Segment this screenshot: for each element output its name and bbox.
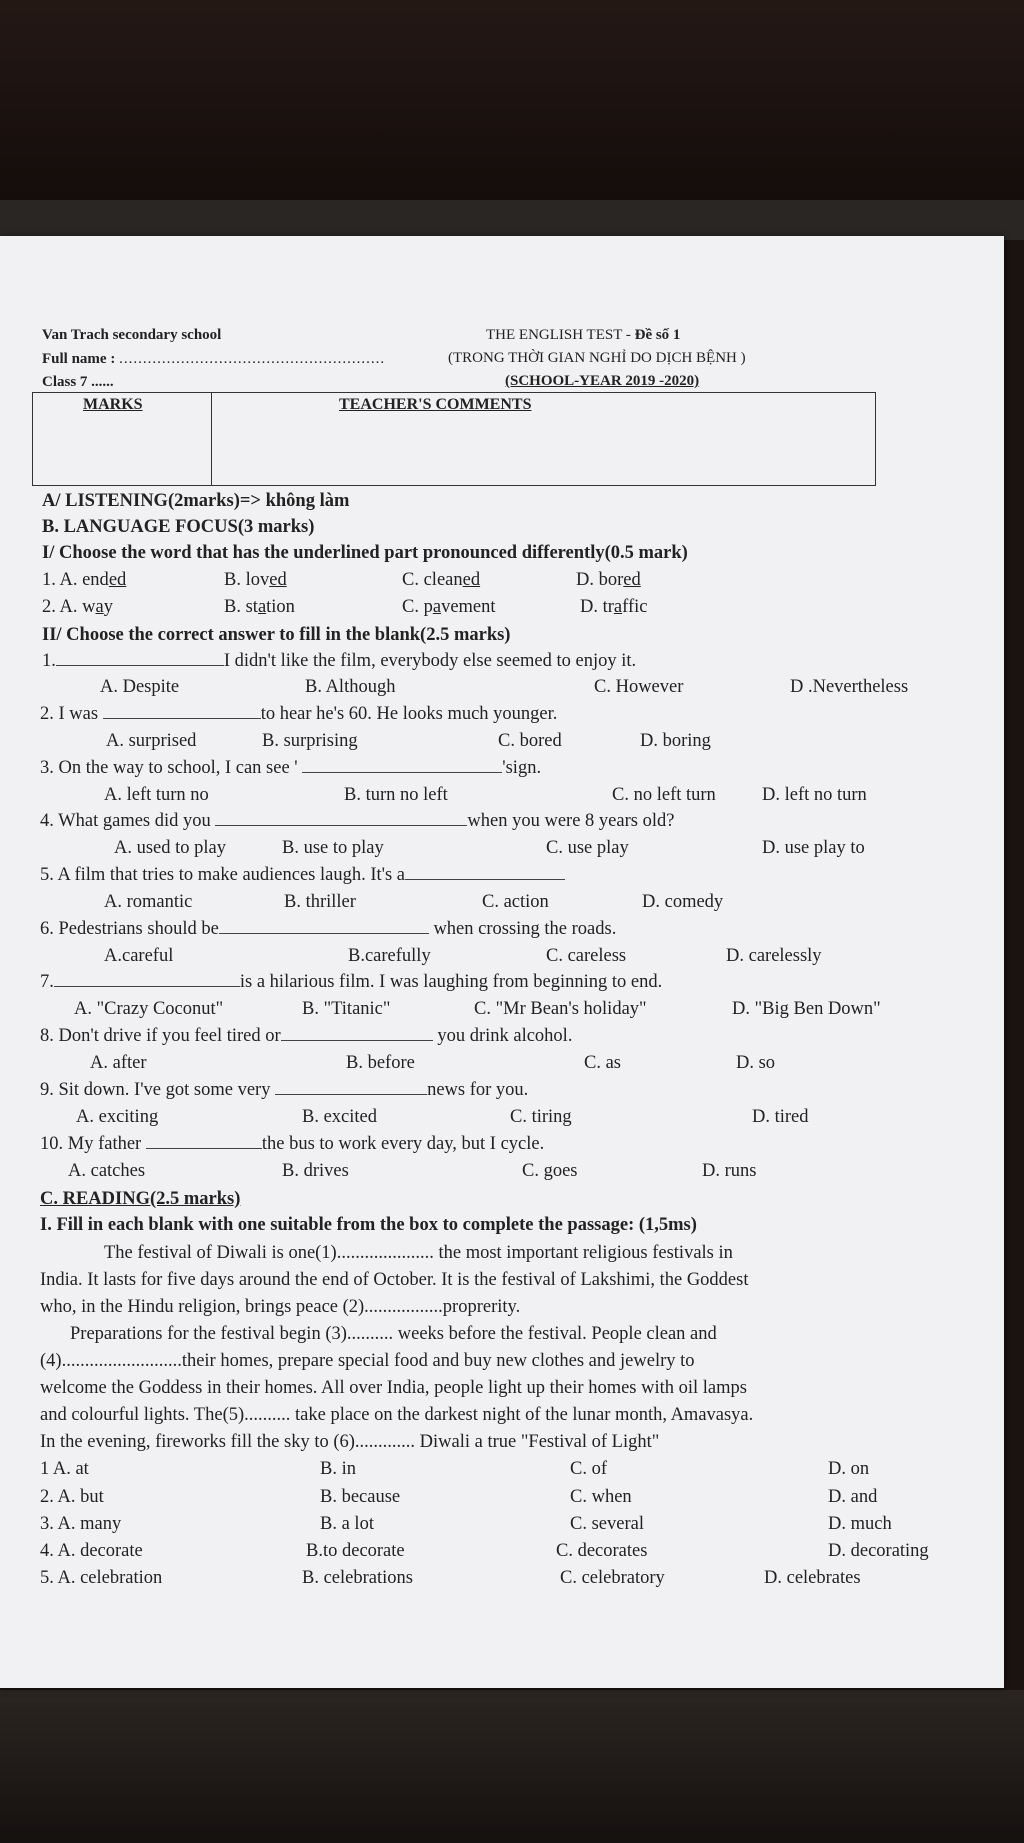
test-title-line <box>486 324 680 346</box>
option-c: C. bored <box>498 731 562 751</box>
option-b: B. use to play <box>282 838 384 858</box>
option-d: D. runs <box>702 1161 757 1181</box>
full-name-dots: ........................................................ <box>119 351 386 367</box>
question-stem: 10. My father the bus to work every day, but I cycle. <box>40 1134 545 1154</box>
reading-option-c: C. celebratory <box>560 1568 665 1588</box>
option-b: B. Although <box>305 677 396 697</box>
reading-option-b: B.to decorate <box>306 1541 405 1561</box>
option-c: C. goes <box>522 1161 578 1181</box>
passage-line: who, in the Hindu religion, brings peace (2).................proprerity. <box>40 1297 521 1317</box>
passage-line: In the evening, fireworks fill the sky to (6)............. Diwali a true "Festival of Light" <box>40 1432 660 1452</box>
option-c: C. However <box>594 677 684 697</box>
background-bottom <box>0 1690 1024 1843</box>
background-top <box>0 0 1024 200</box>
question-number: 2. <box>42 597 56 617</box>
option-a: A. "Crazy Coconut" <box>74 999 224 1019</box>
test-number: Đề số 1 <box>634 327 681 343</box>
question-stem: 7. is a hilarious film. I was laughing from beginning to end. <box>40 972 663 992</box>
option-c: C. action <box>482 892 549 912</box>
reading-option-a: 5. A. celebration <box>40 1568 163 1588</box>
option-a: A. catches <box>68 1161 146 1181</box>
option-d: D. carelessly <box>726 946 822 966</box>
option-c: C. cleaned <box>402 570 481 590</box>
full-name-line <box>42 348 385 370</box>
option-c: C. as <box>584 1053 621 1073</box>
marks-table <box>32 392 876 486</box>
option-d: D .Nevertheless <box>790 677 909 697</box>
option-a: A. way <box>59 597 113 617</box>
passage-line: The festival of Diwali is one(1)..................... the most important religious festivals in <box>104 1243 733 1263</box>
option-b: B. "Titanic" <box>302 999 391 1019</box>
question-stem: 6. Pedestrians should be when crossing the roads. <box>40 919 617 939</box>
test-title: THE ENGLISH TEST - <box>486 327 631 343</box>
reading-option-b: B. celebrations <box>302 1568 413 1588</box>
reading-option-a: 2. A. but <box>40 1487 104 1507</box>
option-c: C. use play <box>546 838 629 858</box>
option-a: A. Despite <box>100 677 180 697</box>
question-stem: 2. I was to hear he's 60. He looks much younger. <box>40 704 558 724</box>
option-c: C. no left turn <box>612 785 716 805</box>
option-b: B. loved <box>224 570 287 590</box>
reading-title: I. Fill in each blank with one suitable from the box to complete the passage: (1,5ms) <box>40 1215 697 1235</box>
option-c: C. "Mr Bean's holiday" <box>474 999 647 1019</box>
option-a: A. ended <box>59 570 127 590</box>
passage-line: (4)..........................their homes, prepare special food and buy new clothes and jewelry to <box>40 1351 695 1371</box>
option-c: C. pavement <box>402 597 496 617</box>
option-b: B. thriller <box>284 892 356 912</box>
reading-option-d: D. and <box>828 1487 878 1507</box>
reading-option-d: D. decorating <box>828 1541 929 1561</box>
teacher-comments-header: TEACHER'S COMMENTS <box>339 396 532 413</box>
section-c-reading: C. READING(2.5 marks) <box>40 1189 241 1209</box>
option-c: C. tiring <box>510 1107 572 1127</box>
part1-row <box>42 569 126 591</box>
option-d: D. boring <box>640 731 711 751</box>
question-stem: 3. On the way to school, I can see ' 'sign. <box>40 758 542 778</box>
reading-option-a: 4. A. decorate <box>40 1541 143 1561</box>
section-b-language-focus: B. LANGUAGE FOCUS(3 marks) <box>42 517 315 537</box>
passage-line: Preparations for the festival begin (3).......... weeks before the festival. People clean and <box>70 1324 717 1344</box>
class-label: Class 7 ...... <box>42 374 114 390</box>
reading-option-c: C. decorates <box>556 1541 648 1561</box>
option-b: B. turn no left <box>344 785 448 805</box>
school-name: Van Trach secondary school <box>42 327 222 343</box>
question-number: 1. <box>42 570 56 590</box>
option-d: D. so <box>736 1053 776 1073</box>
question-stem: 9. Sit down. I've got some very news for you. <box>40 1080 529 1100</box>
option-d: D. comedy <box>642 892 724 912</box>
option-a: A. after <box>90 1053 147 1073</box>
option-d: D. left no turn <box>762 785 867 805</box>
option-b: B. surprising <box>262 731 358 751</box>
option-d: D. bored <box>576 570 641 590</box>
background-band <box>0 200 1024 240</box>
option-c: C. careless <box>546 946 627 966</box>
reading-option-b: B. because <box>320 1487 401 1507</box>
option-a: A. romantic <box>104 892 193 912</box>
option-d: D. "Big Ben Down" <box>732 999 881 1019</box>
reading-option-d: D. much <box>828 1514 892 1534</box>
reading-option-d: D. celebrates <box>764 1568 861 1588</box>
option-b: B. drives <box>282 1161 349 1181</box>
reading-option-b: B. a lot <box>320 1514 374 1534</box>
option-a: A. surprised <box>106 731 197 751</box>
marks-header: MARKS <box>83 396 143 413</box>
question-stem: 5. A film that tries to make audiences laugh. It's a <box>40 864 565 886</box>
passage-line: welcome the Goddess in their homes. All over India, people light up their homes with oil lamps <box>40 1378 747 1398</box>
part1-row <box>42 596 113 618</box>
option-d: D. tired <box>752 1107 809 1127</box>
reading-option-c: C. of <box>570 1459 607 1479</box>
part2-title: II/ Choose the correct answer to fill in the blank(2.5 marks) <box>42 625 511 645</box>
test-subtitle: (TRONG THỜI GIAN NGHỈ DO DỊCH BỆNH ) <box>448 350 746 366</box>
option-b: B. before <box>346 1053 415 1073</box>
passage-line: and colourful lights. The(5).......... take place on the darkest night of the lunar month, Amavasya. <box>40 1405 754 1425</box>
full-name-label: Full name : <box>42 351 116 367</box>
option-d: D. use play to <box>762 838 865 858</box>
part1-title: I/ Choose the word that has the underlined part pronounced differently(0.5 mark) <box>42 543 688 563</box>
section-a-listening: A/ LISTENING(2marks)=> không làm <box>42 491 350 511</box>
passage-line: India. It lasts for five days around the end of October. It is the festival of Lakshimi, the Goddest <box>40 1270 749 1290</box>
option-a: A. used to play <box>114 838 227 858</box>
option-b: B. station <box>224 597 295 617</box>
reading-option-a: 3. A. many <box>40 1514 122 1534</box>
question-stem: 8. Don't drive if you feel tired or you drink alcohol. <box>40 1026 573 1046</box>
question-stem: 1. I didn't like the film, everybody else seemed to enjoy it. <box>42 651 637 671</box>
reading-option-d: D. on <box>828 1459 870 1479</box>
option-b: B.carefully <box>348 946 431 966</box>
reading-option-c: C. several <box>570 1514 644 1534</box>
question-stem: 4. What games did you when you were 8 years old? <box>40 811 675 831</box>
reading-option-a: 1 A. at <box>40 1459 89 1479</box>
option-a: A. left turn no <box>104 785 209 805</box>
option-a: A. exciting <box>76 1107 159 1127</box>
option-a: A.careful <box>104 946 174 966</box>
option-d: D. traffic <box>580 597 648 617</box>
reading-option-b: B. in <box>320 1459 356 1479</box>
reading-option-c: C. when <box>570 1487 632 1507</box>
option-b: B. excited <box>302 1107 378 1127</box>
school-year: (SCHOOL-YEAR 2019 -2020) <box>505 373 700 389</box>
